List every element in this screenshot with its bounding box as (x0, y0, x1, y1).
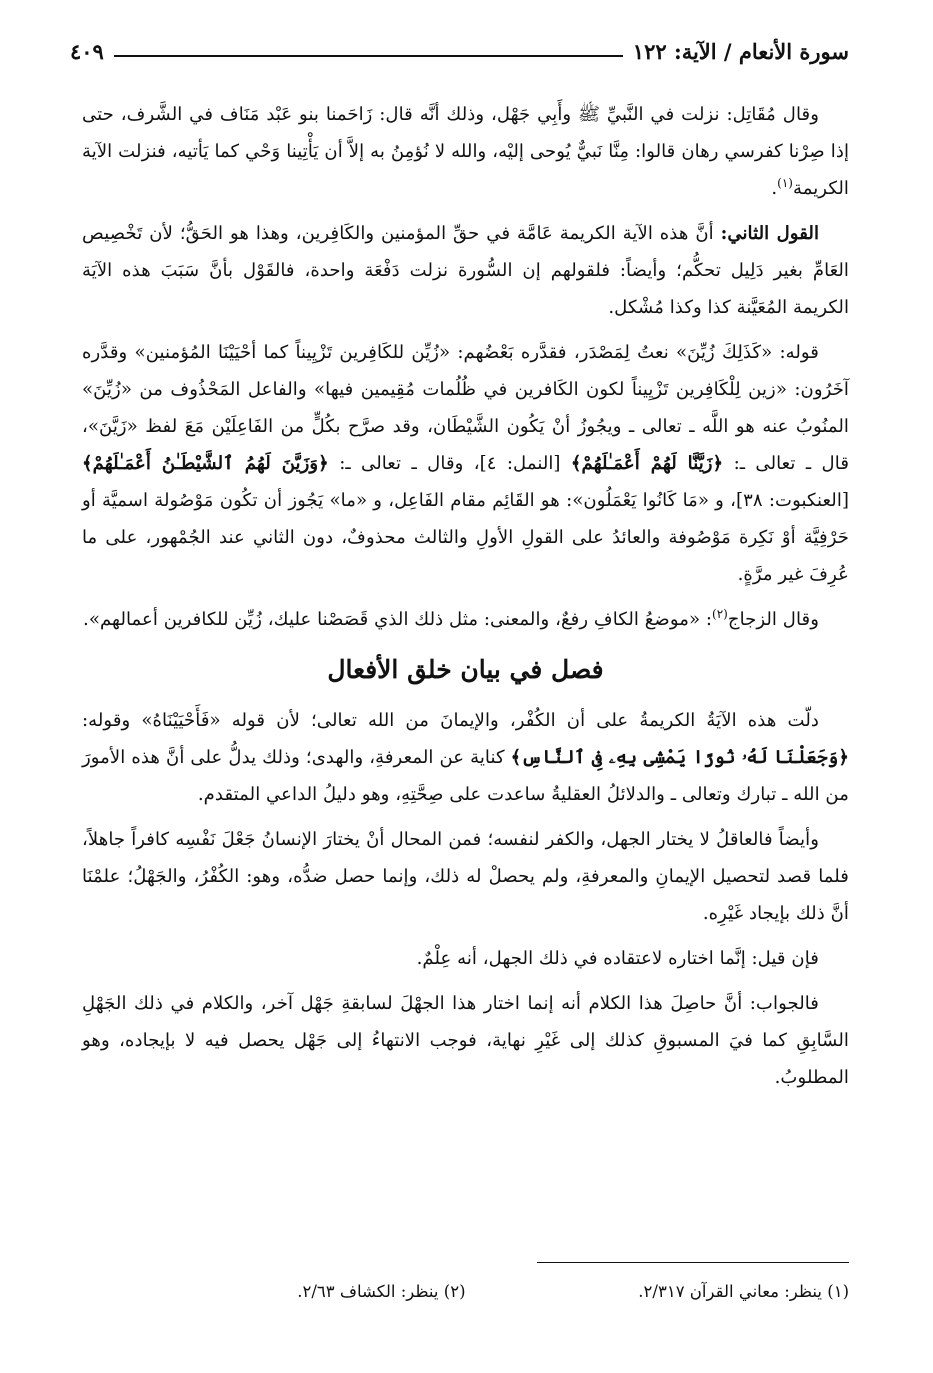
header-title: سورة الأنعام / الآية: ١٢٢ (632, 39, 849, 64)
quran-quote-naml: ﴿زَيَّنَّا لَهُمْ أَعْمَـٰلَهُمْ﴾ (570, 453, 724, 474)
paragraph-second-opinion (82, 215, 849, 326)
footnote-1: (١) ينظر: معاني القرآن ٢/٣١٧. (638, 1282, 849, 1301)
paragraph-text: فإن قيل: إنَّما اختاره لاعتقاده في ذلك الجهل، أنه عِلْمٌ. (416, 948, 819, 969)
footnote-separator (537, 1262, 849, 1263)
paragraph-reason (82, 821, 849, 932)
paragraph-text: وأيضاً فالعاقلُ لا يختار الجهل، والكفر لنفسه؛ فمن المحال أنْ يختارَ الإنسانُ جَعْلَ نَفْسِه كافراً جاهلاً، فلما قصد لتحصيل الإيمانِ والمعرفةِ، ولم يحصلْ له ذلك، وإنما حصل ضدُّه، وهو: الكُفْرُ، والجَهْلُ؛ علمْنَا أنَّ ذلك بإيجاد غَيْرِه. (82, 829, 849, 924)
paragraph-text: وقال الزجاج (727, 609, 819, 630)
paragraph-text: فالجواب: أنَّ حاصِلَ هذا الكلام أنه إنما اختار هذا الجهْلَ لسابقةِ جَهْل آخر، والكلام في ذلك الجَهْلِ السَّابِقِ كما فيَ المسبوقِ كذلك إلى غَيْرِ نهاية، فوجب الانتهاءُ إلى جَهْل يحصل فيه لا بإيجاده، وهو المطلوبُ. (82, 993, 849, 1088)
footnote-ref-1: (١) (777, 175, 793, 190)
paragraph-objection (82, 940, 849, 977)
paragraph-text: قوله: «كَذَلِكَ زُيِّنَ» نعتُ لِمَصْدَر، فقدَّره بَعْضُهم: «زُيِّن للكَافِرين تَزْيِيناً كما أحْيَيْنَا المُؤمنين» وقدَّره آخَرُون: «زين لِلْكَافِرين تَزْيِيناً لكون الكَافرين في ظُلُمات مُقِيمين فيها» والفاعل المَحْذُوف من «زُيِّنَ» المنُوبُ عنه هو اللَّه ـ تعالى ـ ويجُوزُ أنْ يَكُون الشَّيْطَان، وقد صرَّح بكُلٍّ من الفَاعِلَيْن مَعَ لفظ «زَيَّنَ»، قال ـ تعالى ـ: (82, 342, 850, 474)
paragraph-creation-of-acts (82, 702, 849, 813)
paragraph-zajjaj (82, 601, 849, 638)
paragraph-text: أنَّ هذه الآية الكريمة عَامَّة في حقِّ المؤمنين والكَافِرين، وهذا هو الحَقُّ؛ لأن تَخْصِيص العَامِّ بغير دَلِيل تحكُّم؛ وأيضاً: فلقولهم إن السُّورة نزلت دَفْعَة واحدة، فالقَوْل بأنَّ سَبَبَ هذه الآيَة الكريمة المُعَيَّنة كذا وكذا مُشْكل. (82, 223, 849, 318)
paragraph-text: كناية عن المعرفةِ، والهدى؛ وذلك يدلُّ على أنَّ هذه الأمورَ من الله ـ تبارك وتعالى ـ والدلائلُ العقليةُ ساعدت على صِحَّتِهِ، وهو دليلُ الداعي المتقدم. (82, 747, 849, 805)
opinion-label: القول الثاني: (720, 223, 820, 244)
running-header (70, 30, 849, 64)
paragraph-text: : «موضعُ الكافِ رفعٌ، والمعنى: مثل ذلك الذي قَصَصْنا عليك، زُيِّن للكافرين أعمالهم». (83, 609, 712, 630)
page-body (82, 96, 849, 1104)
paragraph-answer (82, 985, 849, 1096)
footnotes (82, 1282, 849, 1301)
footnote-ref-2: (٢) (712, 606, 728, 621)
quran-quote-ankabut: ﴿وَزَيَّنَ لَهُمُ ٱلشَّيْطَـٰنُ أَعْمَـٰلَهُمْ﴾ (82, 453, 329, 474)
quran-quote-light: ﴿وَجَعَلْنَا لَهُۥ نُورًا يَمْشِى بِهِۦ فِى ٱلنَّاسِ﴾ (510, 747, 849, 768)
section-heading: فصل في بيان خلق الأفعال (327, 655, 604, 684)
paragraph-grammar (82, 334, 849, 593)
page-number: ٤٠٩ (70, 39, 104, 64)
paragraph-text: دلّت هذه الآيَةُ الكريمةُ على أن الكُفْر، والإيمانَ من الله تعالى؛ لأن قوله «فَأَحْيَيْنَاهُ» وقوله: (82, 710, 819, 731)
paragraph-text: [النمل: ٤]، وقال ـ تعالى ـ: (328, 453, 571, 474)
footnote-2: (٢) ينظر: الكشاف ٢/٦٣. (297, 1282, 466, 1301)
paragraph-text: [العنكبوت: ٣٨]، و «مَا كَانُوا يَعْمَلُون»: هو القَائِم مقام الفَاعِل، و «ما» يَجُوز أن تكُون مَوْصُولة اسميَّة أو حَرْفِيَّة أوْ نَكِرة مَوْصُوفة والعائدُ على القولِ الأولِ والثالث محذوفٌ، دون الثاني عند الجُمْهور، على ما عُرِفَ غير مرَّةٍ. (82, 490, 849, 585)
paragraph-muqatil: وقال مُقَاتِل: نزلت في النَّبيِّ ﷺ وأَبِي جَهْل، وذلك أنَّه قال: زَاحَمنا بنو عَبْد مَنَاف في الشَّرف، حتى إذا صِرْنا كفرسي رهان قالوا: مِنَّا نَبيٌّ يُوحى إليْه، والله لا نُؤمِنُ به إلاَّ أن يَأْتِينا وَحْي كما يَأتيه، فنزلت الآية الكريمة$^{(١)}$. (82, 104, 849, 199)
paragraph-text: وقال مُقَاتِل: نزلت في النَّبيِّ ﷺ وأَبِي جَهْل، وذلك أنَّه قال: زَاحَمنا بنو عَبْد مَنَاف في الشَّرف، حتى إذا صِرْنا كفرسي رهان قالوا: مِنَّا نَبيٌّ يُوحى إليْه، والله لا نُؤمِنُ به إلاَّ أن يَأْتِينا وَحْي كما يَأتيه، فنزلت الآية الكريمة (82, 104, 849, 199)
header-rule (114, 55, 623, 57)
